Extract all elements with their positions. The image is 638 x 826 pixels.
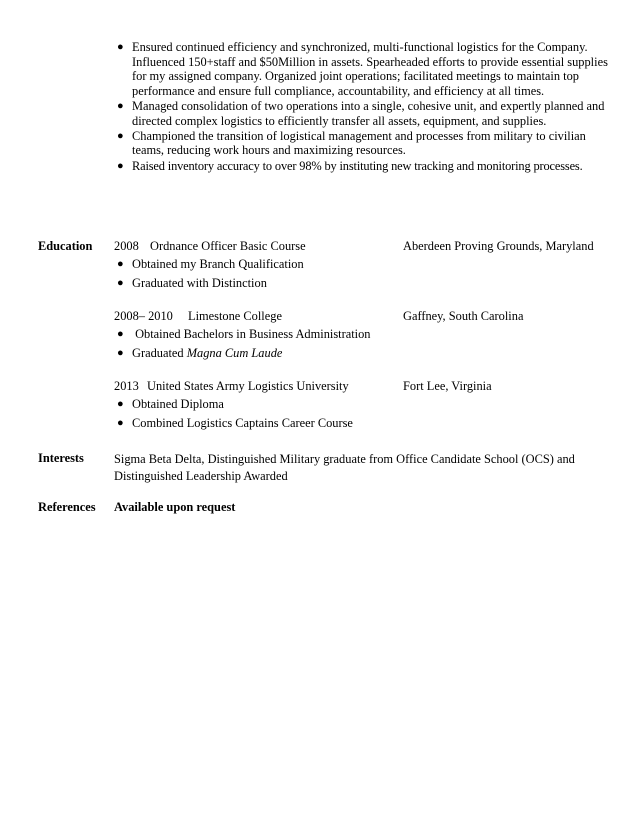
education-dates: 2008– 2010 — [114, 309, 173, 323]
education-bullet-list — [114, 327, 614, 364]
education-title: Ordnance Officer Basic Course — [150, 239, 306, 253]
list-item: ● Obtained Diploma — [117, 397, 224, 411]
bullet-icon: ● — [117, 346, 124, 359]
list-item: ● Combined Logistics Captains Career Course — [117, 415, 353, 430]
education-title: Limestone College — [188, 309, 282, 323]
experience-bullet-list — [114, 40, 614, 174]
experience-bullet: ● Managed consolidation of two operations into a single, cohesive unit, and expertly planned and directed complex logistics to efficiently transfer all assets, equipment, and supplies. — [117, 98, 605, 128]
education-location: Aberdeen Proving Grounds, Maryland — [403, 239, 594, 253]
bullet-icon: ● — [117, 398, 124, 410]
education-entry — [114, 379, 614, 434]
references-text: Available upon request — [114, 500, 236, 514]
education-dates: 2008 — [114, 239, 139, 253]
bullet-icon: ● — [117, 416, 124, 429]
list-item: ● Graduated Magna Cum Laude — [117, 345, 283, 360]
bullet-icon: ● — [117, 99, 124, 112]
list-item: ● Obtained my Branch Qualification — [117, 257, 304, 271]
experience-bullet: ● Ensured continued efficiency and synchronized, multi-functional logistics for the Company. Influenced 150+staff and $50Million in assets. Spearheaded efforts to provide essential supplies for my assigned company. Organized joint operations; facilitated meetings to maintain top performance and ensure full compliance, accountability, and efficiency at all times. — [117, 40, 608, 98]
interests-text: Sigma Beta Delta, Distinguished Military graduate from Office Candidate School (OCS) and Distinguished Leadership Awarded — [114, 452, 575, 483]
education-location: Gaffney, South Carolina — [403, 309, 524, 323]
education-location: Fort Lee, Virginia — [403, 379, 492, 393]
bullet-icon: ● — [117, 159, 124, 172]
bullet-icon: ● — [117, 41, 124, 53]
education-dates: 2013 — [114, 379, 139, 393]
experience-bullet: ● Championed the transition of logistical management and processes from military to civilian teams, reducing work hours and maximizing resources. — [117, 128, 586, 158]
education-entry — [114, 239, 614, 294]
experience-bullet: ● Raised inventory accuracy to over 98% by instituting new tracking and monitoring processes. — [117, 158, 583, 173]
education-bullet-list — [114, 257, 614, 294]
interests-heading: Interests — [38, 451, 84, 465]
references-heading: References — [38, 500, 96, 514]
bullet-icon: ● — [117, 328, 124, 340]
education-bullet-list — [114, 397, 614, 434]
education-title: United States Army Logistics University — [147, 379, 349, 393]
bullet-icon: ● — [117, 258, 124, 270]
education-entry — [114, 309, 614, 364]
honors-text: Magna Cum Laude — [186, 345, 283, 360]
bullet-icon: ● — [117, 276, 124, 289]
education-heading: Education — [38, 239, 93, 253]
list-item: ● Graduated with Distinction — [117, 275, 267, 290]
bullet-icon: ● — [117, 129, 124, 142]
list-item: ● Obtained Bachelors in Business Administration — [117, 327, 371, 341]
